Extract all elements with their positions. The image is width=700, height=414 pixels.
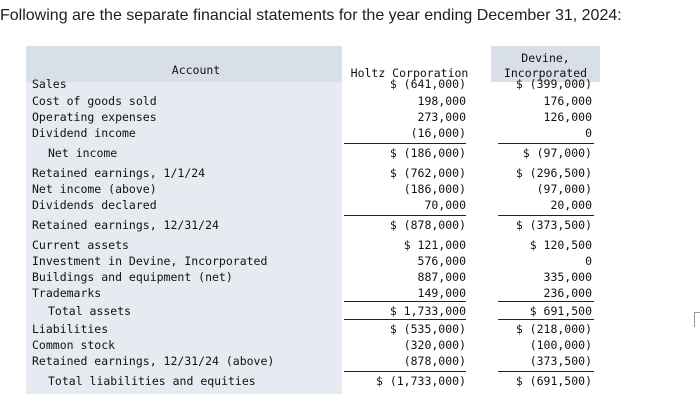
devine-value: 0 [585, 126, 592, 140]
row-label: Operating expenses [32, 110, 157, 124]
devine-value: 176,000 [543, 94, 592, 108]
holtz-value: $ (186,000) [389, 146, 466, 160]
account-header: Account [171, 63, 221, 77]
devine-value: $ (218,000) [515, 322, 592, 336]
devine-header-line2: Incorporated [503, 66, 588, 80]
holtz-header: Holtz Corporation [350, 66, 469, 80]
row-label: Net income [48, 146, 118, 160]
total-rule [344, 215, 466, 216]
holtz-value: $ (535,000) [389, 322, 466, 336]
row-label: Liabilities [32, 322, 109, 336]
holtz-value: $ (1,733,000) [375, 374, 466, 388]
holtz-value: 70,000 [424, 198, 466, 212]
total-rule [498, 215, 594, 216]
row-label: Total liabilities and equities [48, 374, 256, 388]
row-label: Retained earnings, 1/1/24 [32, 166, 206, 180]
holtz-value: $ (641,000) [389, 77, 466, 91]
total-rule [498, 319, 594, 320]
total-rule [498, 301, 594, 302]
devine-value: $ (296,500) [515, 166, 592, 180]
devine-value: $ (399,000) [515, 77, 592, 91]
holtz-value: (878,000) [403, 354, 466, 368]
devine-value: $ (97,000) [522, 146, 592, 160]
devine-value: $ 120,500 [529, 238, 592, 252]
devine-value: (100,000) [529, 338, 592, 352]
total-rule [498, 371, 594, 372]
row-label: Investment in Devine, Incorporated [32, 254, 268, 268]
holtz-value: (16,000) [410, 126, 466, 140]
total-rule [344, 371, 466, 372]
holtz-value: $ 121,000 [403, 238, 466, 252]
page-edge-mark [694, 312, 700, 327]
total-rule [344, 319, 466, 320]
total-rule [344, 143, 466, 144]
row-label: Current assets [32, 238, 129, 252]
row-label: Retained earnings, 12/31/24 (above) [32, 354, 275, 368]
holtz-value: 887,000 [417, 270, 466, 284]
devine-value: 335,000 [543, 270, 592, 284]
row-label: Common stock [32, 338, 116, 352]
devine-value: 0 [585, 254, 592, 268]
devine-value: (373,500) [529, 354, 592, 368]
holtz-value: (320,000) [403, 338, 466, 352]
holtz-value: 198,000 [417, 94, 466, 108]
row-label: Dividend income [32, 126, 136, 140]
row-label: Retained earnings, 12/31/24 [32, 218, 219, 232]
holtz-value: (186,000) [403, 182, 466, 196]
devine-value: $ (691,500) [515, 374, 592, 388]
devine-value: $ (373,500) [515, 218, 592, 232]
total-rule [344, 301, 466, 302]
intro-text: Following are the separate financial statements for the year ending December 31, 2024: [0, 7, 622, 24]
row-label: Trademarks [32, 286, 102, 300]
row-label: Cost of goods sold [32, 94, 157, 108]
holtz-value: 273,000 [417, 110, 466, 124]
holtz-value: $ 1,733,000 [389, 304, 466, 318]
holtz-value: 149,000 [417, 286, 466, 300]
holtz-value: $ (878,000) [389, 218, 466, 232]
holtz-value: $ (762,000) [389, 166, 466, 180]
devine-value: 236,000 [543, 286, 592, 300]
devine-header-line1: Devine, [521, 51, 570, 65]
devine-value: 126,000 [543, 110, 592, 124]
devine-value: $ 691,500 [529, 304, 592, 318]
financial-statements-table [26, 46, 600, 394]
row-label: Buildings and equipment (net) [32, 270, 233, 284]
row-label: Sales [32, 77, 67, 91]
devine-value: 20,000 [550, 198, 592, 212]
row-label: Net income (above) [32, 182, 157, 196]
row-label: Total assets [48, 304, 132, 318]
total-rule [498, 143, 594, 144]
holtz-value: 576,000 [417, 254, 466, 268]
row-label: Dividends declared [32, 198, 157, 212]
devine-value: (97,000) [536, 182, 592, 196]
